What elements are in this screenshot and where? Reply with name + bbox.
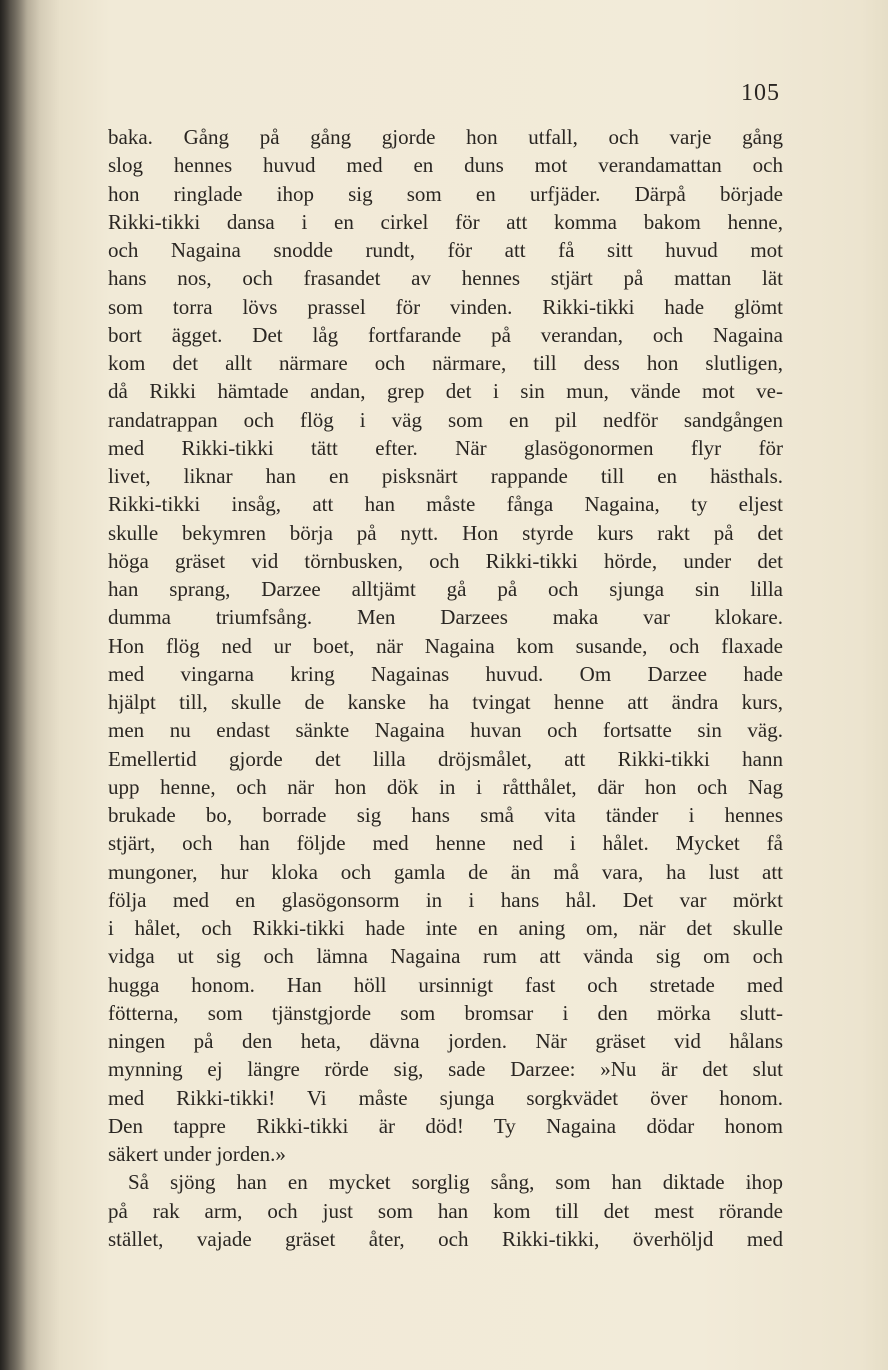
text-line: i hålet, och Rikki-tikki hade inte en aning om, när det skulle — [108, 916, 783, 940]
text-line: Emellertid gjorde det lilla dröjsmålet, att Rikki-tikki hann — [108, 746, 783, 771]
text-line: med vingarna kring Nagainas huvud. Om Darzee hade — [108, 661, 783, 686]
text-line: upp henne, och när hon dök in i råtthålet, där hon och Nag — [108, 774, 783, 799]
text-line: han sprang, Darzee alltjämt gå på och sjunga sin lilla — [108, 577, 783, 601]
text-line: med Rikki-tikki tätt efter. När glasögonormen flyr för — [108, 435, 783, 460]
text-line: Rikki-tikki dansa i en cirkel för att komma bakom henne, — [108, 209, 783, 234]
text-line: hjälpt till, skulle de kanske ha tvingat henne att ändra kurs, — [108, 690, 783, 714]
page-number: 105 — [741, 80, 780, 106]
text-line: stället, vajade gräset åter, och Rikki-tikki, överhöljd med — [108, 1226, 783, 1251]
text-line: kom det allt närmare och närmare, till dess hon slutligen, — [108, 351, 783, 375]
text-line: som torra lövs prassel för vinden. Rikki-tikki hade glömt — [108, 294, 783, 319]
text-line: följa med en glasögonsorm in i hans hål. Det var mörkt — [108, 887, 783, 912]
book-spine-shadow — [0, 0, 40, 1370]
text-line: säkert under jorden.» — [108, 1142, 286, 1166]
text-line: bort ägget. Det låg fortfarande på verandan, och Nagaina — [108, 322, 783, 347]
text-line: mynning ej längre rörde sig, sade Darzee: »Nu är det slut — [108, 1057, 783, 1082]
text-line: och Nagaina snodde rundt, för att få sitt huvud mot — [108, 238, 783, 262]
text-line: hon ringlade ihop sig som en urfjäder. Därpå började — [108, 181, 783, 206]
text-line: Hon flög ned ur boet, när Nagaina kom susande, och flaxade — [108, 633, 783, 658]
text-line: med Rikki-tikki! Vi måste sjunga sorgkvädet över honom. — [108, 1085, 783, 1110]
text-line: randatrappan och flög i väg som en pil nedför sandgången — [108, 407, 783, 432]
text-line: på rak arm, och just som han kom till det mest rörande — [108, 1198, 783, 1223]
text-line: mungoner, hur kloka och gamla de än må vara, ha lust att — [108, 859, 783, 884]
text-line: hans nos, och frasandet av hennes stjärt på mattan lät — [108, 266, 783, 291]
text-line: dumma triumfsång. Men Darzees maka var klokare. — [108, 605, 783, 630]
text-line: hugga honom. Han höll ursinnigt fast och stretade med — [108, 972, 783, 997]
text-line: Så sjöng han en mycket sorglig sång, som han diktade ihop — [128, 1170, 783, 1195]
text-line: ningen på den heta, dävna jorden. När gräset vid hålans — [108, 1029, 783, 1053]
text-line: Rikki-tikki insåg, att han måste fånga Nagaina, ty eljest — [108, 492, 783, 517]
text-line: brukade bo, borrade sig hans små vita tänder i hennes — [108, 803, 783, 827]
text-line: vidga ut sig och lämna Nagaina rum att vända sig om och — [108, 944, 783, 969]
text-line: slog hennes huvud med en duns mot verandamattan och — [108, 153, 783, 178]
text-line: Den tappre Rikki-tikki är död! Ty Nagaina dödar honom — [108, 1113, 783, 1138]
text-line: skulle bekymren börja på nytt. Hon styrde kurs rakt på det — [108, 520, 783, 545]
text-line: stjärt, och han följde med henne ned i hålet. Mycket få — [108, 831, 783, 856]
text-line: men nu endast sänkte Nagaina huvan och fortsatte sin väg. — [108, 718, 783, 743]
body-text — [108, 123, 783, 1253]
text-line: då Rikki hämtade andan, grep det i sin mun, vände mot ve- — [108, 379, 783, 404]
text-line: fötterna, som tjänstgjorde som bromsar i den mörka slutt- — [108, 1000, 783, 1025]
text-line: livet, liknar han en pisksnärt rappande till en hästhals. — [108, 464, 783, 488]
text-line: höga gräset vid törnbusken, och Rikki-tikki hörde, under det — [108, 548, 783, 573]
text-line: baka. Gång på gång gjorde hon utfall, och varje gång — [108, 125, 783, 149]
